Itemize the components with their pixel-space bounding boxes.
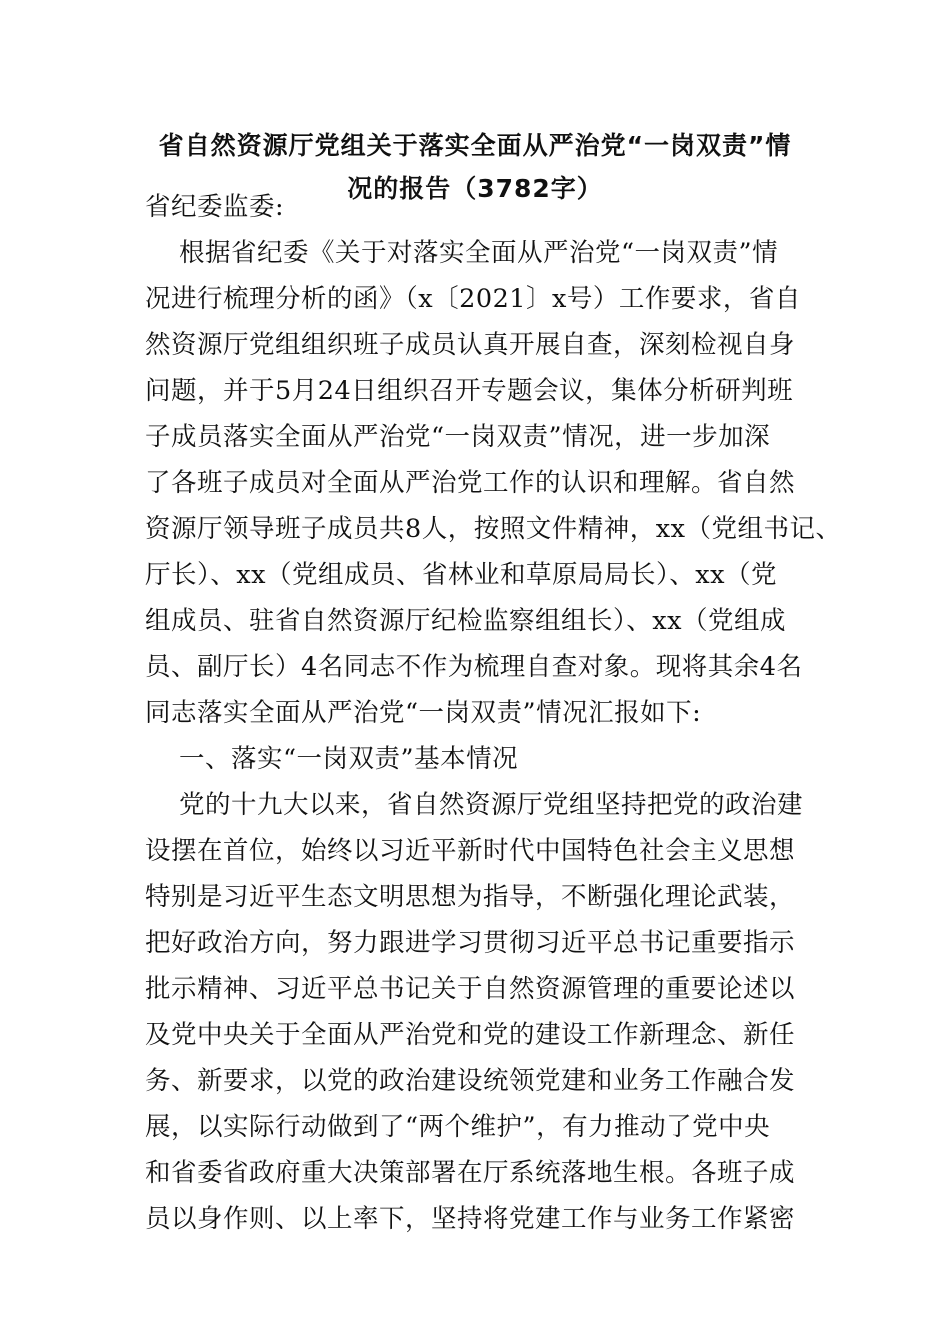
- paragraph-line: 组成员、驻省自然资源厅纪检监察组组长）、xx（党组成: [145, 606, 787, 636]
- paragraph-line: 问题，并于5月24日组织召开专题会议，集体分析研判班: [145, 376, 794, 406]
- paragraph-line: 同志落实全面从严治党“一岗双责”情况汇报如下:: [145, 698, 702, 728]
- document-body: [145, 184, 842, 1242]
- paragraph-line: 况进行梳理分析的函》（x〔2021〕x号）工作要求，省自: [145, 284, 801, 314]
- paragraph-line: 展，以实际行动做到了“两个维护”，有力推动了党中央: [145, 1112, 771, 1142]
- section-heading: 一、落实“一岗双责”基本情况: [179, 744, 519, 774]
- paragraph-1: [145, 230, 842, 736]
- paragraph-line: 设摆在首位，始终以习近平新时代中国特色社会主义思想: [145, 836, 796, 866]
- paragraph-line: 然资源厅党组组织班子成员认真开展自查，深刻检视自身: [145, 330, 796, 360]
- title-line-2: 况的报告（3782字）: [347, 174, 603, 203]
- paragraph-line: 根据省纪委《关于对落实全面从严治党“一岗双责”情: [179, 238, 779, 268]
- paragraph-line: 批示精神、习近平总书记关于自然资源管理的重要论述以: [145, 974, 796, 1004]
- paragraph-line: 和省委省政府重大决策部署在厅系统落地生根。各班子成: [145, 1158, 796, 1188]
- paragraph-line: 员以身作则、以上率下，坚持将党建工作与业务工作紧密: [145, 1204, 796, 1234]
- paragraph-2: [145, 782, 810, 1242]
- paragraph-line: 资源厅领导班子成员共8人，按照文件精神，xx（党组书记、: [145, 514, 842, 544]
- addressee: 省纪委监委:: [145, 192, 285, 222]
- paragraph-line: 了各班子成员对全面从严治党工作的认识和理解。省自然: [145, 468, 796, 498]
- paragraph-line: 特别是习近平生态文明思想为指导，不断强化理论武装，: [145, 882, 796, 912]
- paragraph-line: 党的十九大以来，省自然资源厅党组坚持把党的政治建: [179, 790, 804, 820]
- paragraph-line: 把好政治方向，努力跟进学习贯彻习近平总书记重要指示: [145, 928, 796, 958]
- paragraph-line: 员、副厅长）4名同志不作为梳理自查对象。现将其余4名: [145, 652, 803, 682]
- paragraph-line: 及党中央关于全面从严治党和党的建设工作新理念、新任: [145, 1020, 796, 1050]
- title-line-1: 省自然资源厅党组关于落实全面从严治党“一岗双责”情: [158, 131, 792, 160]
- paragraph-line: 厅长）、xx（党组成员、省林业和草原局局长）、xx（党: [145, 560, 778, 590]
- paragraph-line: 务、新要求，以党的政治建设统领党建和业务工作融合发: [145, 1066, 796, 1096]
- paragraph-line: 子成员落实全面从严治党“一岗双责”情况，进一步加深: [145, 422, 771, 452]
